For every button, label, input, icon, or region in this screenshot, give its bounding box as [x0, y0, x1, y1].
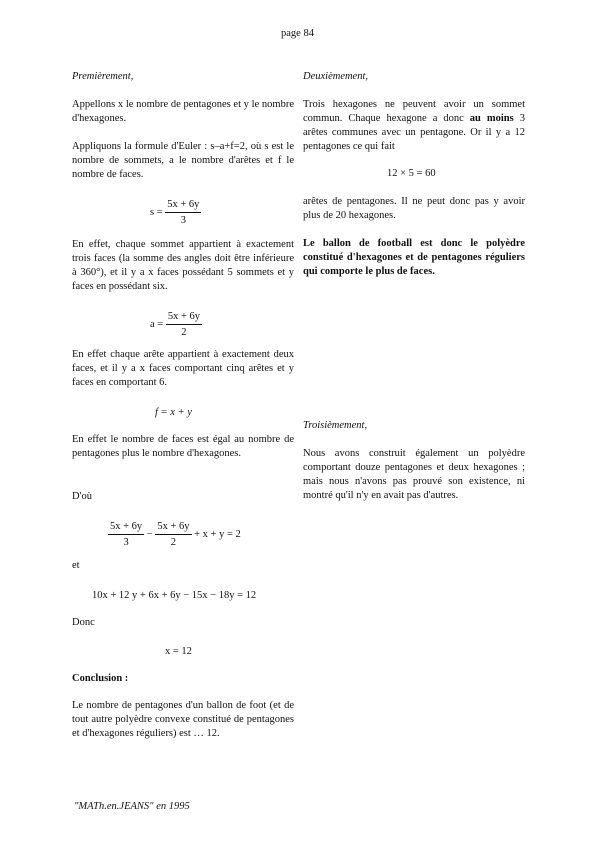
paragraph-faces: En effet le nombre de faces est égal au nombre de pentagones plus le nombre d'hexagones.	[72, 434, 294, 459]
label-donc: Donc	[72, 617, 95, 628]
page-number: page 84	[281, 28, 314, 39]
paragraph-construction: Nous avons construit également un polyèdre comportant douze pentagones et deux hexagones ; mais nous n'avons pas prouvé son existence, ni montré qu'il n'y en avait pas d'autres.	[303, 448, 525, 501]
paragraph-hexagons: Trois hexagones ne peuvent avoir un sommet commun. Chaque hexagone a donc au moins 3 arêtes communes avec un pentagone. Or il y a 12 pentagones ce qui fait	[303, 99, 526, 152]
label-et: et	[72, 560, 80, 571]
paragraph-euler: Appliquons la formule d'Euler : s–a+f=2, où s est le nombre de sommets, a le nombre d'arêtes et f le nombre de faces.	[72, 141, 294, 180]
equation-expanded: 10x + 12 y + 6x + 6y − 15x − 18y = 12	[92, 590, 257, 601]
equation-x: x = 12	[165, 646, 192, 657]
paragraph-result: Le ballon de football est donc le polyèdre constitué d'hexagones et de pentagones réguliers qui comporte le plus de faces.	[303, 238, 525, 277]
equation-f: f = x + y	[155, 407, 192, 418]
paragraph-pentagon-edges: arêtes de pentagones. Il ne peut donc pas y avoir plus de 20 hexagones.	[303, 196, 525, 221]
equation-main: $\frac{5x + 6y}{3}$ − $\frac{5x + 6y}{2}$ + x + y = 2	[110, 521, 241, 548]
equation-s: s = $\frac{5x + 6y}{3}$	[150, 199, 200, 226]
paragraph-vertices: En effet, chaque sommet appartient à exactement trois faces (la somme des angles doit être inférieure à 360°), et il y a x faces possédant 5 sommets et y faces en possédant six.	[72, 239, 294, 292]
heading-first: Premièrement,	[72, 71, 134, 82]
footer-source: "MATh.en.JEANS" en 1995	[74, 801, 190, 812]
paragraph-definitions: Appellons x le nombre de pentagones et y le nombre d'hexagones.	[72, 99, 294, 124]
heading-second: Deuxièmement,	[303, 71, 369, 82]
equation-product: 12 × 5 = 60	[387, 168, 436, 179]
label-dou: D'où	[72, 491, 92, 502]
equation-a: a = $\frac{5x + 6y}{2}$	[150, 311, 201, 338]
paragraph-edges: En effet chaque arête appartient à exactement deux faces, et il y a x faces comportant cinq arêtes et y faces en comportant 6.	[72, 349, 294, 388]
heading-third: Troisièmement,	[303, 420, 368, 431]
heading-conclusion: Conclusion :	[72, 673, 129, 684]
paragraph-conclusion: Le nombre de pentagones d'un ballon de foot (et de tout autre polyèdre convexe constitué de pentagones et d'hexagones réguliers) est … 12.	[72, 700, 294, 739]
